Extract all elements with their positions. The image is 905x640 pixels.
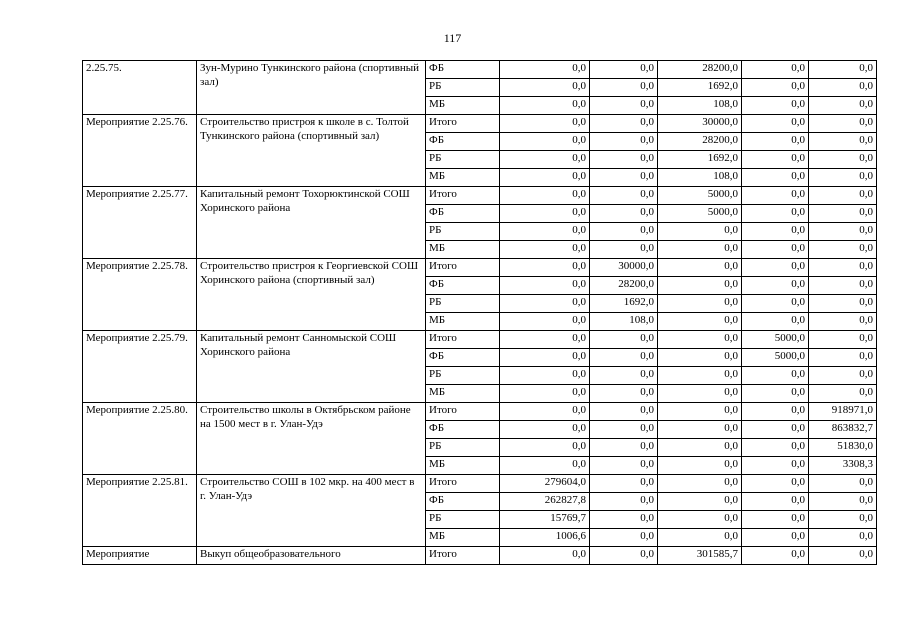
amount-cell: 0,0 bbox=[500, 457, 590, 475]
amount-cell: 0,0 bbox=[658, 511, 742, 529]
funding-source-cell: МБ bbox=[426, 169, 500, 187]
amount-cell: 0,0 bbox=[500, 313, 590, 331]
amount-cell: 0,0 bbox=[809, 79, 877, 97]
amount-cell: 0,0 bbox=[590, 439, 658, 457]
amount-cell: 0,0 bbox=[742, 511, 809, 529]
measure-name-cell: Выкуп общеобразовательного bbox=[197, 547, 426, 565]
amount-cell: 0,0 bbox=[658, 313, 742, 331]
amount-cell: 0,0 bbox=[658, 349, 742, 367]
amount-cell: 0,0 bbox=[658, 493, 742, 511]
amount-cell: 0,0 bbox=[590, 97, 658, 115]
amount-cell: 0,0 bbox=[590, 349, 658, 367]
amount-cell: 0,0 bbox=[590, 133, 658, 151]
funding-source-cell: ФБ bbox=[426, 277, 500, 295]
amount-cell: 0,0 bbox=[809, 493, 877, 511]
funding-source-cell: МБ bbox=[426, 529, 500, 547]
amount-cell: 0,0 bbox=[742, 133, 809, 151]
amount-cell: 0,0 bbox=[658, 367, 742, 385]
table-row bbox=[83, 475, 877, 493]
amount-cell: 0,0 bbox=[658, 295, 742, 313]
funding-source-cell: РБ bbox=[426, 151, 500, 169]
funding-source-cell: РБ bbox=[426, 439, 500, 457]
amount-cell: 0,0 bbox=[742, 169, 809, 187]
table-row bbox=[83, 61, 877, 79]
amount-cell: 0,0 bbox=[809, 187, 877, 205]
amount-cell: 28200,0 bbox=[590, 277, 658, 295]
amount-cell: 28200,0 bbox=[658, 61, 742, 79]
amount-cell: 5000,0 bbox=[742, 331, 809, 349]
amount-cell: 0,0 bbox=[742, 295, 809, 313]
amount-cell: 0,0 bbox=[590, 61, 658, 79]
amount-cell: 0,0 bbox=[742, 403, 809, 421]
amount-cell: 0,0 bbox=[809, 61, 877, 79]
amount-cell: 0,0 bbox=[590, 241, 658, 259]
amount-cell: 0,0 bbox=[500, 331, 590, 349]
funding-source-cell: РБ bbox=[426, 79, 500, 97]
amount-cell: 0,0 bbox=[590, 511, 658, 529]
funding-source-cell: МБ bbox=[426, 457, 500, 475]
funding-source-cell: РБ bbox=[426, 511, 500, 529]
table-row bbox=[83, 547, 877, 565]
measure-name-cell: Строительство СОШ в 102 мкр. на 400 мест в г. Улан-Удэ bbox=[197, 475, 426, 547]
amount-cell: 0,0 bbox=[809, 313, 877, 331]
funding-source-cell: МБ bbox=[426, 97, 500, 115]
amount-cell: 918971,0 bbox=[809, 403, 877, 421]
amount-cell: 0,0 bbox=[658, 421, 742, 439]
amount-cell: 0,0 bbox=[742, 493, 809, 511]
amount-cell: 0,0 bbox=[742, 421, 809, 439]
amount-cell: 0,0 bbox=[590, 115, 658, 133]
amount-cell: 1006,6 bbox=[500, 529, 590, 547]
amount-cell: 0,0 bbox=[500, 97, 590, 115]
funding-source-cell: РБ bbox=[426, 367, 500, 385]
amount-cell: 0,0 bbox=[809, 223, 877, 241]
amount-cell: 0,0 bbox=[590, 367, 658, 385]
amount-cell: 0,0 bbox=[590, 187, 658, 205]
amount-cell: 0,0 bbox=[500, 79, 590, 97]
amount-cell: 0,0 bbox=[658, 331, 742, 349]
table-row bbox=[83, 259, 877, 277]
amount-cell: 0,0 bbox=[500, 133, 590, 151]
amount-cell: 0,0 bbox=[809, 133, 877, 151]
amount-cell: 0,0 bbox=[742, 439, 809, 457]
amount-cell: 0,0 bbox=[590, 151, 658, 169]
amount-cell: 0,0 bbox=[590, 529, 658, 547]
amount-cell: 0,0 bbox=[500, 367, 590, 385]
amount-cell: 0,0 bbox=[590, 403, 658, 421]
amount-cell: 0,0 bbox=[809, 115, 877, 133]
funding-source-cell: ФБ bbox=[426, 61, 500, 79]
amount-cell: 0,0 bbox=[809, 295, 877, 313]
amount-cell: 0,0 bbox=[742, 259, 809, 277]
amount-cell: 0,0 bbox=[809, 529, 877, 547]
measure-name-cell: Строительство пристроя к школе в с. Толтой Тункинского района (спортивный зал) bbox=[197, 115, 426, 187]
funding-source-cell: Итого bbox=[426, 547, 500, 565]
amount-cell: 0,0 bbox=[500, 169, 590, 187]
amount-cell: 5000,0 bbox=[742, 349, 809, 367]
amount-cell: 0,0 bbox=[500, 277, 590, 295]
amount-cell: 0,0 bbox=[742, 529, 809, 547]
funding-source-cell: ФБ bbox=[426, 349, 500, 367]
amount-cell: 262827,8 bbox=[500, 493, 590, 511]
amount-cell: 0,0 bbox=[500, 295, 590, 313]
measure-code-cell: Мероприятие 2.25.76. bbox=[83, 115, 197, 187]
amount-cell: 0,0 bbox=[809, 475, 877, 493]
page-number: 117 bbox=[443, 31, 462, 45]
funding-source-cell: МБ bbox=[426, 241, 500, 259]
amount-cell: 0,0 bbox=[590, 385, 658, 403]
amount-cell: 0,0 bbox=[742, 97, 809, 115]
budget-table bbox=[82, 60, 877, 565]
amount-cell: 0,0 bbox=[809, 97, 877, 115]
amount-cell: 0,0 bbox=[809, 547, 877, 565]
amount-cell: 0,0 bbox=[658, 259, 742, 277]
amount-cell: 30000,0 bbox=[658, 115, 742, 133]
amount-cell: 51830,0 bbox=[809, 439, 877, 457]
amount-cell: 0,0 bbox=[658, 529, 742, 547]
funding-source-cell: МБ bbox=[426, 385, 500, 403]
measure-code-cell: Мероприятие 2.25.81. bbox=[83, 475, 197, 547]
amount-cell: 0,0 bbox=[742, 205, 809, 223]
amount-cell: 0,0 bbox=[590, 205, 658, 223]
amount-cell: 0,0 bbox=[500, 205, 590, 223]
amount-cell: 0,0 bbox=[742, 457, 809, 475]
amount-cell: 0,0 bbox=[742, 367, 809, 385]
amount-cell: 0,0 bbox=[742, 475, 809, 493]
amount-cell: 0,0 bbox=[500, 61, 590, 79]
amount-cell: 0,0 bbox=[500, 439, 590, 457]
amount-cell: 108,0 bbox=[590, 313, 658, 331]
amount-cell: 0,0 bbox=[590, 79, 658, 97]
amount-cell: 0,0 bbox=[809, 385, 877, 403]
amount-cell: 0,0 bbox=[742, 547, 809, 565]
amount-cell: 0,0 bbox=[500, 259, 590, 277]
amount-cell: 0,0 bbox=[500, 385, 590, 403]
measure-code-cell: Мероприятие bbox=[83, 547, 197, 565]
funding-source-cell: Итого bbox=[426, 259, 500, 277]
amount-cell: 0,0 bbox=[590, 421, 658, 439]
amount-cell: 0,0 bbox=[658, 475, 742, 493]
measure-code-cell: 2.25.75. bbox=[83, 61, 197, 115]
amount-cell: 0,0 bbox=[742, 79, 809, 97]
funding-source-cell: МБ bbox=[426, 313, 500, 331]
funding-source-cell: Итого bbox=[426, 115, 500, 133]
amount-cell: 0,0 bbox=[742, 313, 809, 331]
amount-cell: 5000,0 bbox=[658, 187, 742, 205]
budget-table-body bbox=[83, 61, 877, 565]
amount-cell: 0,0 bbox=[590, 547, 658, 565]
funding-source-cell: ФБ bbox=[426, 205, 500, 223]
amount-cell: 0,0 bbox=[742, 277, 809, 295]
amount-cell: 0,0 bbox=[658, 403, 742, 421]
amount-cell: 0,0 bbox=[590, 223, 658, 241]
amount-cell: 0,0 bbox=[658, 223, 742, 241]
amount-cell: 0,0 bbox=[590, 331, 658, 349]
measure-code-cell: Мероприятие 2.25.79. bbox=[83, 331, 197, 403]
amount-cell: 0,0 bbox=[809, 349, 877, 367]
amount-cell: 301585,7 bbox=[658, 547, 742, 565]
amount-cell: 0,0 bbox=[500, 241, 590, 259]
amount-cell: 0,0 bbox=[658, 385, 742, 403]
funding-source-cell: ФБ bbox=[426, 421, 500, 439]
amount-cell: 0,0 bbox=[809, 367, 877, 385]
funding-source-cell: РБ bbox=[426, 295, 500, 313]
funding-source-cell: Итого bbox=[426, 331, 500, 349]
measure-code-cell: Мероприятие 2.25.78. bbox=[83, 259, 197, 331]
amount-cell: 0,0 bbox=[500, 547, 590, 565]
amount-cell: 1692,0 bbox=[658, 151, 742, 169]
amount-cell: 0,0 bbox=[742, 385, 809, 403]
measure-name-cell: Строительство школы в Октябрьском районе на 1500 мест в г. Улан-Удэ bbox=[197, 403, 426, 475]
funding-source-cell: Итого bbox=[426, 475, 500, 493]
amount-cell: 0,0 bbox=[742, 223, 809, 241]
amount-cell: 0,0 bbox=[590, 475, 658, 493]
amount-cell: 0,0 bbox=[742, 61, 809, 79]
amount-cell: 0,0 bbox=[500, 187, 590, 205]
measure-name-cell: Строительство пристроя к Георгиевской СОШ Хоринского района (спортивный зал) bbox=[197, 259, 426, 331]
amount-cell: 863832,7 bbox=[809, 421, 877, 439]
amount-cell: 279604,0 bbox=[500, 475, 590, 493]
measure-code-cell: Мероприятие 2.25.80. bbox=[83, 403, 197, 475]
funding-source-cell: ФБ bbox=[426, 493, 500, 511]
amount-cell: 0,0 bbox=[658, 439, 742, 457]
funding-source-cell: ФБ bbox=[426, 133, 500, 151]
amount-cell: 0,0 bbox=[809, 277, 877, 295]
funding-source-cell: Итого bbox=[426, 187, 500, 205]
table-row bbox=[83, 115, 877, 133]
table-row bbox=[83, 187, 877, 205]
amount-cell: 3308,3 bbox=[809, 457, 877, 475]
amount-cell: 0,0 bbox=[590, 457, 658, 475]
amount-cell: 0,0 bbox=[809, 511, 877, 529]
amount-cell: 0,0 bbox=[809, 169, 877, 187]
amount-cell: 0,0 bbox=[742, 115, 809, 133]
amount-cell: 1692,0 bbox=[590, 295, 658, 313]
amount-cell: 0,0 bbox=[742, 241, 809, 259]
amount-cell: 0,0 bbox=[500, 421, 590, 439]
table-row bbox=[83, 331, 877, 349]
amount-cell: 0,0 bbox=[500, 115, 590, 133]
amount-cell: 0,0 bbox=[809, 205, 877, 223]
amount-cell: 0,0 bbox=[742, 151, 809, 169]
measure-name-cell: Капитальный ремонт Тохорюктинской СОШ Хоринского района bbox=[197, 187, 426, 259]
measure-name-cell: Зун-Мурино Тункинского района (спортивный зал) bbox=[197, 61, 426, 115]
amount-cell: 30000,0 bbox=[590, 259, 658, 277]
amount-cell: 0,0 bbox=[500, 151, 590, 169]
table-row bbox=[83, 403, 877, 421]
amount-cell: 0,0 bbox=[590, 493, 658, 511]
amount-cell: 1692,0 bbox=[658, 79, 742, 97]
amount-cell: 0,0 bbox=[742, 187, 809, 205]
funding-source-cell: РБ bbox=[426, 223, 500, 241]
amount-cell: 0,0 bbox=[500, 223, 590, 241]
amount-cell: 0,0 bbox=[809, 241, 877, 259]
amount-cell: 0,0 bbox=[500, 403, 590, 421]
amount-cell: 5000,0 bbox=[658, 205, 742, 223]
amount-cell: 0,0 bbox=[809, 151, 877, 169]
amount-cell: 0,0 bbox=[658, 277, 742, 295]
amount-cell: 0,0 bbox=[500, 349, 590, 367]
amount-cell: 108,0 bbox=[658, 97, 742, 115]
amount-cell: 0,0 bbox=[658, 241, 742, 259]
amount-cell: 0,0 bbox=[809, 259, 877, 277]
measure-name-cell: Капитальный ремонт Санномыской СОШ Хоринского района bbox=[197, 331, 426, 403]
amount-cell: 0,0 bbox=[809, 331, 877, 349]
amount-cell: 0,0 bbox=[590, 169, 658, 187]
measure-code-cell: Мероприятие 2.25.77. bbox=[83, 187, 197, 259]
amount-cell: 28200,0 bbox=[658, 133, 742, 151]
amount-cell: 15769,7 bbox=[500, 511, 590, 529]
amount-cell: 0,0 bbox=[658, 457, 742, 475]
funding-source-cell: Итого bbox=[426, 403, 500, 421]
amount-cell: 108,0 bbox=[658, 169, 742, 187]
